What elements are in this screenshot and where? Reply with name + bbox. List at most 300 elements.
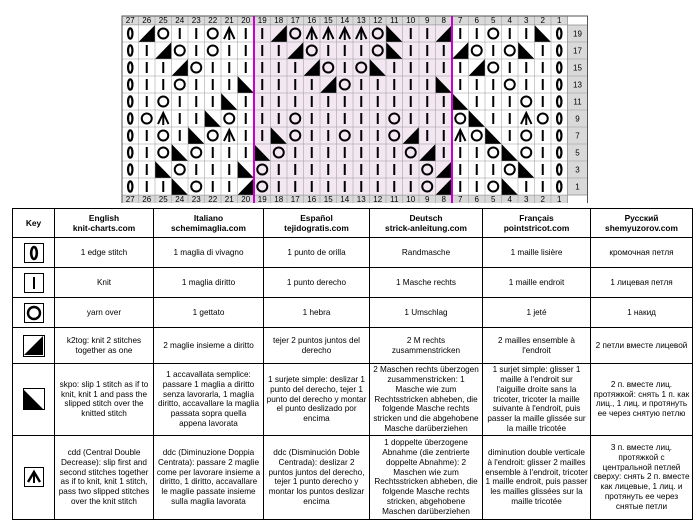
knit-symbol (492, 113, 494, 124)
knit-symbol (195, 113, 197, 124)
knit-symbol (146, 164, 148, 175)
knit-symbol (509, 113, 511, 124)
column-number-bottom: 25 (158, 195, 168, 203)
row-number: 5 (575, 148, 580, 158)
key-text: 1 jeté (483, 298, 591, 328)
knit-symbol (426, 62, 428, 73)
knit-symbol (261, 28, 263, 39)
knit-symbol (245, 28, 247, 39)
knit-symbol (360, 79, 362, 90)
row-number: 15 (573, 63, 582, 73)
knit-symbol (443, 147, 445, 158)
key-row-yarn-over (13, 298, 693, 328)
lang-name: Deutsch (409, 212, 443, 223)
knit-symbol (179, 28, 181, 39)
column-number-top: 19 (257, 16, 267, 25)
cdd-symbol-stem (327, 28, 329, 40)
knit-symbol (377, 181, 379, 192)
knit-symbol (476, 79, 478, 90)
yarn-over-icon (26, 305, 42, 321)
column-number-top: 1 (557, 16, 562, 25)
knit-symbol (476, 96, 478, 107)
knit-symbol (426, 45, 428, 56)
knit-symbol (542, 147, 544, 158)
knit-symbol (410, 45, 412, 56)
column-number-top: 27 (125, 16, 135, 25)
knit-symbol (410, 79, 412, 90)
key-text: ddc (Diminuzione Doppia Centrata): passare 2 maglie come per lavorare insieme a diritto, 1 diritto, accavallare le maglie passate insieme sulla maglia lavorata (154, 435, 264, 519)
knit-symbol (443, 96, 445, 107)
knit-symbol (294, 181, 296, 192)
knit-symbol (261, 113, 263, 124)
key-text: 1 maille endroit (483, 268, 591, 298)
knit-symbol (195, 96, 197, 107)
italiano-column-header (154, 209, 264, 238)
symbol-cell (13, 268, 55, 298)
knit-symbol (294, 79, 296, 90)
knit-symbol (245, 45, 247, 56)
knit-symbol (195, 164, 197, 175)
knit-symbol (393, 62, 395, 73)
knit-symbol (162, 62, 164, 73)
knit-symbol (245, 147, 247, 158)
knit-symbol (542, 62, 544, 73)
russian-column-header (591, 209, 693, 238)
knit-symbol (245, 96, 247, 107)
knit-symbol (344, 45, 346, 56)
knit-symbol (162, 181, 164, 192)
key-text: 2 п. вместе лиц. протяжкой: снять 1 п. как лиц., 1 лиц. и протянуть ее через снятую петлю (591, 364, 693, 436)
column-number-bottom: 11 (390, 195, 399, 203)
knit-symbol (344, 181, 346, 192)
knit-symbol (542, 164, 544, 175)
cdd-symbol-stem (360, 28, 362, 40)
knit-symbol (162, 79, 164, 90)
symbol-cell (13, 238, 55, 268)
column-number-bottom: 5 (491, 195, 496, 203)
knit-symbol (542, 45, 544, 56)
key-text: 1 edge stitch (55, 238, 154, 268)
knit-symbol (146, 130, 148, 141)
knit-symbol (360, 181, 362, 192)
knit-symbol (311, 113, 313, 124)
knit-symbol (278, 79, 280, 90)
knit-symbol (278, 45, 280, 56)
knit-symbol (327, 130, 329, 141)
knit-symbol (476, 28, 478, 39)
knit-symbol (509, 96, 511, 107)
column-number-bottom: 16 (307, 195, 317, 203)
knit-symbol (261, 96, 263, 107)
key-text: 1 Umschlag (370, 298, 483, 328)
key-text: 1 punto de orilla (264, 238, 370, 268)
key-text: cdd (Central Double Decrease): slip first and second stitches together as if to knit, knit 1 stitch, pass two slipped stitches over the knit stitch (55, 435, 154, 519)
column-number-top: 12 (373, 16, 383, 25)
column-number-top: 6 (474, 16, 479, 25)
knit-symbol (278, 164, 280, 175)
knit-symbol (311, 79, 313, 90)
knit-symbol (195, 79, 197, 90)
row-number: 17 (573, 46, 582, 56)
knit-symbol (228, 181, 230, 192)
key-text: 2 петли вместе лицевой (591, 328, 693, 364)
knit-icon (26, 275, 42, 291)
knit-symbol (393, 79, 395, 90)
column-number-top: 8 (441, 16, 446, 25)
key-row-edge-stitch (13, 238, 693, 268)
knit-symbol (278, 113, 280, 124)
symbol-cell (13, 328, 55, 364)
espanol-column-header (264, 209, 370, 238)
key-text: 1 накид (591, 298, 693, 328)
key-text: 2 Maschen rechts überzogen zusammenstricken: 1 Masche wie zum Rechtsstricken abheben, die folgende Masche rechts stricken und die abgehobene Masche darüberziehen (370, 364, 483, 436)
knit-symbol (525, 79, 527, 90)
key-text: 1 maglia diritto (154, 268, 264, 298)
key-header-row (13, 209, 693, 238)
knit-symbol (410, 28, 412, 39)
site-name: shemyuzorov.com (605, 223, 678, 233)
knit-symbol (327, 96, 329, 107)
key-text: Knit (55, 268, 154, 298)
row-number: 19 (573, 29, 582, 39)
column-number-bottom: 22 (208, 195, 218, 203)
knit-symbol (146, 79, 148, 90)
english-column-header (55, 209, 154, 238)
knit-symbol (344, 96, 346, 107)
key-text: Randmasche (370, 238, 483, 268)
knit-symbol (327, 113, 329, 124)
cdd-symbol-stem (525, 113, 527, 125)
column-number-top: 17 (290, 16, 300, 25)
cdd-symbol-stem (228, 130, 230, 142)
column-number-bottom: 15 (323, 195, 333, 203)
row-number: 9 (575, 114, 580, 124)
knit-symbol (509, 130, 511, 141)
knit-symbol (410, 181, 412, 192)
knit-symbol (228, 62, 230, 73)
knit-symbol (443, 45, 445, 56)
key-text: 1 surjete simple: deslizar 1 punto del derecho, tejer 1 punto del derecho y montar el punto deslizado por encima (264, 364, 370, 436)
knit-symbol (542, 130, 544, 141)
knit-symbol (492, 45, 494, 56)
site-name: tejidogratis.com (284, 223, 349, 233)
key-text: 1 doppelte überzogene Abnahme (die zentrierte doppelte Abnahme): 2 Maschen wie zum Rechtsstricken abheben, die folgende Masche rechts stricken, abgehobene Maschen darüberziehen (370, 435, 483, 519)
knit-symbol (459, 181, 461, 192)
knit-symbol (393, 147, 395, 158)
knit-symbol (443, 113, 445, 124)
knit-symbol (476, 164, 478, 175)
knit-symbol (228, 164, 230, 175)
knit-symbol (443, 62, 445, 73)
column-number-top: 9 (425, 16, 430, 25)
lang-name: Italiano (193, 212, 224, 223)
column-number-bottom: 10 (406, 195, 416, 203)
knit-symbol (146, 96, 148, 107)
knit-symbol (393, 164, 395, 175)
knit-symbol (261, 45, 263, 56)
knit-symbol (377, 96, 379, 107)
knit-symbol (426, 130, 428, 141)
column-number-bottom: 14 (340, 195, 350, 203)
edge-stitch-icon (26, 245, 42, 261)
key-text: 1 maglia di vivagno (154, 238, 264, 268)
knit-symbol (459, 28, 461, 39)
knit-symbol (327, 147, 329, 158)
knit-symbol (509, 28, 511, 39)
column-number-top: 5 (491, 16, 496, 25)
column-number-top: 18 (274, 16, 284, 25)
deutsch-column-header (370, 209, 483, 238)
lang-name: English (88, 212, 120, 223)
knit-symbol (360, 113, 362, 124)
knit-symbol (492, 79, 494, 90)
key-text: ddc (Disminución Doble Centrada): deslizar 2 puntos juntos del derecho, tejer 1 punto derecho y montar los puntos deslizar encima (264, 435, 370, 519)
knit-symbol (360, 147, 362, 158)
knit-symbol (327, 181, 329, 192)
key-row-k2tog (13, 328, 693, 364)
knit-symbol (377, 113, 379, 124)
site-name: pointstricot.com (503, 223, 570, 233)
knit-symbol (146, 62, 148, 73)
column-number-top: 7 (458, 16, 463, 25)
knit-symbol (228, 147, 230, 158)
row-number: 7 (575, 131, 580, 141)
knit-symbol (311, 147, 313, 158)
key-text: 1 accavallata semplice: passare 1 maglia a diritto senza lavorarla, 1 maglia diritto, accavallare la maglia passata sopra quella appena lavorata (154, 364, 264, 436)
knit-symbol (410, 62, 412, 73)
knit-symbol (294, 96, 296, 107)
key-text: 1 surjet simple: glisser 1 maille à l'endroit sur l'aiguille droite sans la tricoter, tricoter la maille suivante à l'endroit, puis passer la maille glissée sur la maille tricotée (483, 364, 591, 436)
knit-symbol (410, 164, 412, 175)
key-column-header: Key (13, 209, 55, 238)
column-number-top: 14 (340, 16, 350, 25)
knit-symbol (476, 181, 478, 192)
lang-name: Español (300, 212, 333, 223)
knit-symbol (311, 164, 313, 175)
column-number-bottom: 3 (524, 195, 529, 203)
lang-name: Français (519, 212, 554, 223)
row-number: 3 (575, 165, 580, 175)
knit-symbol (327, 45, 329, 56)
column-number-bottom: 12 (373, 195, 383, 203)
key-text: 1 Masche rechts (370, 268, 483, 298)
column-number-top: 11 (390, 16, 399, 25)
knit-symbol (377, 164, 379, 175)
key-text: кромочная петля (591, 238, 693, 268)
knit-symbol (492, 164, 494, 175)
key-text: 3 п. вместе лиц. протяжкой с центральной петлей сверху: снять 2 п. вместе как лицевые, 1 лиц. и протянуть ее через снятые петли (591, 435, 693, 519)
cdd-symbol-stem (162, 113, 164, 125)
knitting-chart (114, 8, 607, 203)
knit-symbol (360, 96, 362, 107)
column-number-bottom: 26 (142, 195, 152, 203)
knit-symbol (360, 45, 362, 56)
knit-symbol (228, 45, 230, 56)
key-text: 1 gettato (154, 298, 264, 328)
knit-symbol (410, 96, 412, 107)
symbol-cell (13, 364, 55, 436)
row-number: 1 (575, 182, 580, 192)
knit-symbol (294, 147, 296, 158)
column-number-bottom: 8 (441, 195, 446, 203)
row-number: 11 (573, 97, 582, 107)
key-text: 1 punto derecho (264, 268, 370, 298)
knit-symbol (492, 96, 494, 107)
symbol-cell (13, 435, 55, 519)
knit-symbol (344, 62, 346, 73)
knit-symbol (525, 62, 527, 73)
column-number-top: 20 (241, 16, 251, 25)
knit-symbol (525, 28, 527, 39)
column-number-bottom: 20 (241, 195, 251, 203)
knit-symbol (245, 113, 247, 124)
knit-symbol (426, 79, 428, 90)
key-text: 2 maglie insieme a diritto (154, 328, 264, 364)
knit-symbol (327, 164, 329, 175)
column-number-top: 26 (142, 16, 152, 25)
column-number-bottom: 17 (290, 195, 300, 203)
column-number-top: 23 (191, 16, 201, 25)
knit-symbol (360, 164, 362, 175)
knit-symbol (344, 147, 346, 158)
knit-symbol (228, 79, 230, 90)
knit-symbol (311, 181, 313, 192)
francais-column-header (483, 209, 591, 238)
knit-symbol (542, 181, 544, 192)
knit-symbol (459, 164, 461, 175)
column-number-top: 13 (356, 16, 366, 25)
knit-symbol (459, 147, 461, 158)
knit-symbol (360, 130, 362, 141)
knit-symbol (146, 45, 148, 56)
knit-symbol (377, 79, 379, 90)
column-number-bottom: 18 (274, 195, 284, 203)
knit-symbol (278, 181, 280, 192)
column-number-bottom: 21 (224, 195, 234, 203)
knit-symbol (344, 164, 346, 175)
knit-symbol (377, 147, 379, 158)
knit-symbol (212, 79, 214, 90)
key-text: yarn over (55, 298, 154, 328)
column-number-bottom: 23 (191, 195, 201, 203)
knit-symbol (426, 96, 428, 107)
column-number-bottom: 7 (458, 195, 463, 203)
knit-symbol (311, 130, 313, 141)
cdd-symbol-stem (459, 130, 461, 142)
column-number-top: 15 (323, 16, 333, 25)
key-text: k2tog: knit 2 stitches together as one (55, 328, 154, 364)
symbol-cell (13, 298, 55, 328)
knit-symbol (278, 62, 280, 73)
knit-symbol (212, 62, 214, 73)
column-number-bottom: 19 (257, 195, 267, 203)
column-number-bottom: 4 (507, 195, 512, 203)
knit-symbol (278, 96, 280, 107)
column-number-top: 2 (540, 16, 545, 25)
knit-symbol (443, 130, 445, 141)
knit-symbol (294, 62, 296, 73)
key-row-knit (13, 268, 693, 298)
column-number-top: 24 (175, 16, 185, 25)
column-number-top: 4 (507, 16, 512, 25)
cdd-icon (26, 469, 42, 485)
knit-symbol (146, 181, 148, 192)
column-number-bottom: 24 (175, 195, 185, 203)
site-name: schemimaglia.com (171, 223, 246, 233)
column-number-bottom: 9 (425, 195, 430, 203)
knit-symbol (542, 79, 544, 90)
column-number-bottom: 2 (540, 195, 545, 203)
knit-symbol (245, 62, 247, 73)
knit-symbol (377, 130, 379, 141)
knit-symbol (212, 96, 214, 107)
key-text: 1 maille lisière (483, 238, 591, 268)
key-text: 1 hebra (264, 298, 370, 328)
knit-symbol (179, 130, 181, 141)
knit-symbol (245, 130, 247, 141)
site-name: knit-charts.com (72, 223, 136, 233)
column-number-top: 16 (307, 16, 317, 25)
column-number-top: 3 (524, 16, 529, 25)
column-number-top: 25 (158, 16, 168, 25)
cdd-symbol-stem (344, 28, 346, 40)
knit-symbol (393, 181, 395, 192)
key-text: tejer 2 puntos juntos del derecho (264, 328, 370, 364)
knit-symbol (476, 147, 478, 158)
knit-symbol (542, 96, 544, 107)
column-number-top: 21 (224, 16, 234, 25)
knit-symbol (195, 45, 197, 56)
column-number-top: 22 (208, 16, 218, 25)
column-number-bottom: 1 (557, 195, 562, 203)
knit-symbol (212, 181, 214, 192)
row-number: 13 (573, 80, 582, 90)
key-text: diminution double verticale à l'endroit: glisser 2 mailles ensemble à l'endroit, tricoter 1 maille endroit, puis passer les mailles glissées sur la maille tricotée (483, 435, 591, 519)
knit-symbol (261, 79, 263, 90)
knit-symbol (212, 147, 214, 158)
knit-symbol (294, 164, 296, 175)
skpo-icon (24, 390, 43, 409)
lang-name: Русский (624, 212, 659, 223)
column-number-bottom: 27 (125, 195, 135, 203)
key-text: 2 M rechts zusammenstricken (370, 328, 483, 364)
column-number-top: 10 (406, 16, 416, 25)
knit-symbol (393, 96, 395, 107)
knit-symbol (426, 113, 428, 124)
knit-symbol (195, 28, 197, 39)
knit-symbol (410, 113, 412, 124)
site-name: strick-anleitung.com (385, 223, 467, 233)
knit-symbol (212, 164, 214, 175)
key-text: 1 лицевая петля (591, 268, 693, 298)
knit-symbol (146, 147, 148, 158)
knit-symbol (525, 181, 527, 192)
key-text: 2 mailles ensemble à l'endroit (483, 328, 591, 364)
knit-symbol (459, 79, 461, 90)
knit-symbol (179, 96, 181, 107)
knit-symbol (261, 130, 263, 141)
knit-symbol (261, 62, 263, 73)
knit-symbol (459, 62, 461, 73)
knit-symbol (509, 62, 511, 73)
knit-symbol (344, 113, 346, 124)
cdd-symbol-stem (311, 28, 313, 40)
key-row-skpo (13, 364, 693, 436)
column-number-bottom: 6 (474, 195, 479, 203)
key-row-cdd (13, 435, 693, 519)
knit-symbol (179, 113, 181, 124)
k2tog-icon (24, 336, 43, 355)
